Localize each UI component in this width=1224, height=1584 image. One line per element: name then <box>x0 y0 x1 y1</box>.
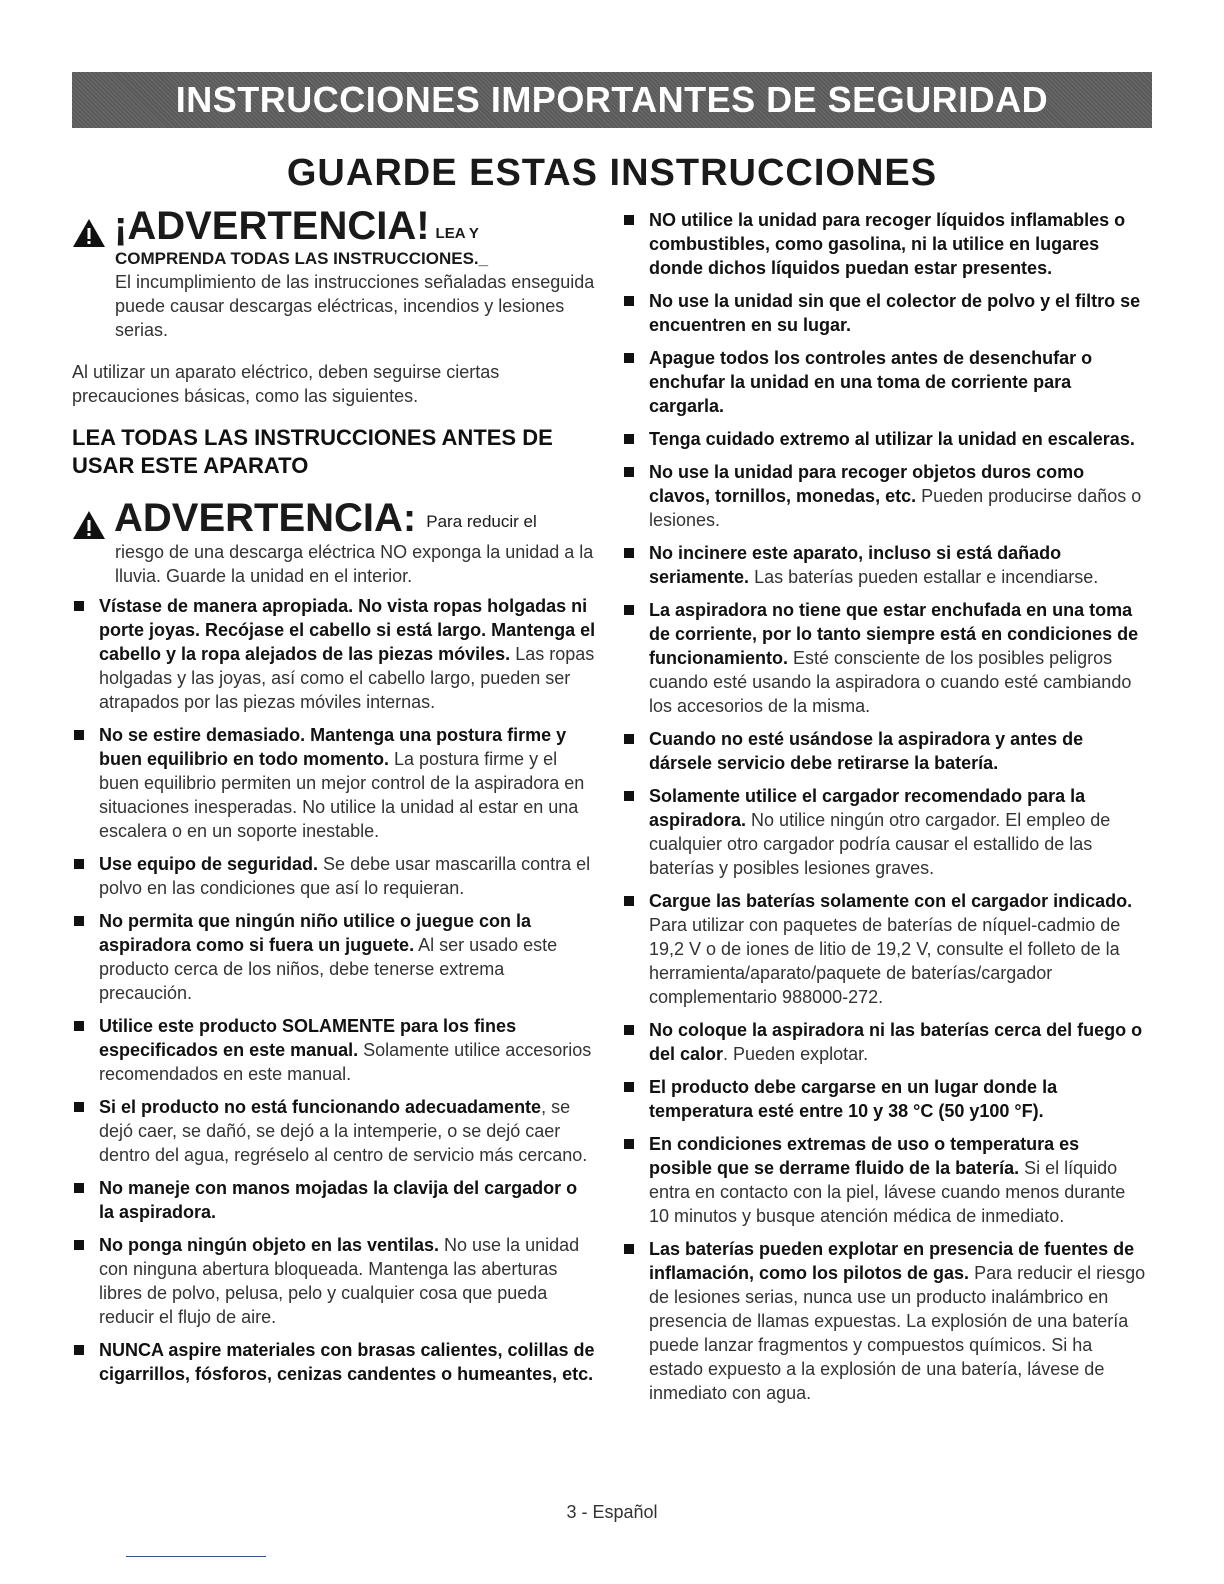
list-item-bold: NO utilice la unidad para recoger líquidos inflamables o combustibles, como gasolina, ni la utilice en lugares donde dichos líquidos puedan estar presentes. <box>649 210 1126 278</box>
list-item-bold: Use equipo de seguridad. <box>99 854 319 874</box>
list-item <box>622 1237 1146 1405</box>
list-item-text: Solamente utilice accesorios recomendados en este manual. <box>99 1040 592 1084</box>
list-item-bold: No se estire demasiado. Mantenga una postura firme y buen equilibrio en todo momento. <box>99 725 567 769</box>
warning-2-title: ADVERTENCIA: <box>114 496 417 540</box>
list-item-bold: NUNCA aspire materiales con brasas calientes, colillas de cigarrillos, fósforos, cenizas candentes o humeantes, etc. <box>99 1340 595 1384</box>
warning-2-text: riesgo de una descarga eléctrica NO exponga la unidad a la lluvia. Guarde la unidad en el interior. <box>115 542 594 586</box>
list-item <box>72 1233 596 1329</box>
list-item-bold: Cargue las baterías solamente con el cargador indicado. <box>649 891 1133 911</box>
list-item-text: Si el líquido entra en contacto con la piel, lávese cuando menos durante 10 minutos y busque atención médica de inmediato. <box>649 1158 1126 1226</box>
list-item-bold: No maneje con manos mojadas la clavija del cargador o la aspiradora. <box>99 1178 578 1222</box>
list-item-bold: No ponga ningún objeto en las ventilas. <box>99 1235 440 1255</box>
list-item-bold: Tenga cuidado extremo al utilizar la unidad en escaleras. <box>649 429 1135 449</box>
list-item <box>622 346 1146 418</box>
right-column <box>622 208 1146 1414</box>
list-item <box>622 289 1146 337</box>
list-item <box>622 889 1146 1009</box>
warning-1-small: LEA Y <box>435 225 479 242</box>
list-item <box>622 208 1146 280</box>
footer-rule <box>126 1556 266 1557</box>
list-item <box>622 727 1146 775</box>
list-item <box>622 598 1146 718</box>
list-item <box>72 594 596 714</box>
list-item <box>72 909 596 1005</box>
left-column <box>72 204 596 1395</box>
list-item-bold: No incinere este aparato, incluso si está dañado seriamente. <box>649 543 1062 587</box>
warning-triangle-icon <box>72 510 106 540</box>
list-item-bold: Vístase de manera apropiada. No vista ropas holgadas ni porte joyas. Recójase el cabello si está largo. Mantenga el cabello y la ropa alejados de las piezas móviles. <box>99 596 596 664</box>
list-item <box>622 460 1146 532</box>
list-item-bold: Apague todos los controles antes de desenchufar o enchufar la unidad en una toma de corriente para cargarla. <box>649 348 1093 416</box>
page-footer: 3 - Español <box>566 1502 658 1522</box>
warning-1-title: ¡ADVERTENCIA! <box>114 204 430 248</box>
warning-triangle-icon <box>72 218 106 248</box>
list-item-bold: El producto debe cargarse en un lugar donde la temperatura esté entre 10 y 38 °C (50 y100 °F). <box>649 1077 1058 1121</box>
list-item-bold: Si el producto no está funcionando adecuadamente <box>99 1097 542 1117</box>
left-bullet-list <box>72 594 596 1386</box>
subtitle: GUARDE ESTAS INSTRUCCIONES <box>286 152 938 194</box>
list-item-bold: Las baterías pueden explotar en presencia de fuentes de inflamación, como los pilotos de gas. <box>649 1239 1135 1283</box>
banner-title: INSTRUCCIONES IMPORTANTES DE SEGURIDAD <box>175 79 1049 120</box>
list-item-bold: En condiciones extremas de uso o temperatura es posible que se derrame fluido de la batería. <box>649 1134 1080 1178</box>
list-item <box>72 723 596 843</box>
list-item-text: Las ropas holgadas y las joyas, así como el cabello largo, pueden ser atrapados por las piezas móviles internas. <box>99 644 595 712</box>
warning-block-1 <box>72 204 596 342</box>
list-item <box>72 1338 596 1386</box>
title-banner <box>72 72 1152 128</box>
list-item-bold: No permita que ningún niño utilice o juegue con la aspiradora como si fuera un juguete. <box>99 911 532 955</box>
list-item-text: No utilice ningún otro cargador. El empleo de cualquier otro cargador podría causar el estallido de las baterías y posibles lesiones graves. <box>649 810 1111 878</box>
list-item <box>622 1075 1146 1123</box>
list-item-text: La postura firme y el buen equilibrio permiten un mejor control de la aspiradora en situaciones inesperadas. No utilice la unidad al estar en una escalera o en un soporte inestable. <box>99 749 585 841</box>
list-item <box>622 427 1146 451</box>
warning-2-small: Para reducir el <box>426 512 537 531</box>
list-item <box>622 1018 1146 1066</box>
list-item-text: . Pueden explotar. <box>723 1044 869 1064</box>
warning-1-caps: COMPRENDA TODAS LAS INSTRUCCIONES._ <box>115 249 489 268</box>
list-item-bold: La aspiradora no tiene que estar enchufada en una toma de corriente, por lo tanto siempre está en condiciones de funcionamiento. <box>649 600 1139 668</box>
list-item-bold: Solamente utilice el cargador recomendado para la aspiradora. <box>649 786 1086 830</box>
list-item-text: Las baterías pueden estallar e incendiarse. <box>749 567 1099 587</box>
list-item-bold: No use la unidad sin que el colector de polvo y el filtro se encuentren en su lugar. <box>649 291 1141 335</box>
list-item-text: Para reducir el riesgo de lesiones serias, nunca use un producto inalámbrico en presencia de llamas expuestas. La explosión de una batería puede lanzar fragmentos y compuestos químicos. Si ha estado expuesto a la explosión de una batería, lávese de inmediato con agua. <box>649 1263 1146 1403</box>
list-item-text: Pueden producirse daños o lesiones. <box>649 486 1142 530</box>
list-item-text: No use la unidad con ninguna abertura bloqueada. Mantenga las aberturas libres de polvo, pelusa, pelo y cualquier cosa que pueda reducir el flujo de aire. <box>99 1235 580 1327</box>
list-item <box>72 1014 596 1086</box>
intro-text: Al utilizar un aparato eléctrico, deben seguirse ciertas precauciones básicas, como las siguientes. <box>72 362 500 406</box>
list-item-bold: No use la unidad para recoger objetos duros como clavos, tornillos, monedas, etc. <box>649 462 1085 506</box>
list-item <box>72 852 596 900</box>
list-item-text: Se debe usar mascarilla contra el polvo en las condiciones que así lo requieran. <box>99 854 591 898</box>
list-item-bold: Cuando no esté usándose la aspiradora y antes de dársele servicio debe retirarse la batería. <box>649 729 1084 773</box>
section-heading: LEA TODAS LAS INSTRUCCIONES ANTES DE USAR ESTE APARATO <box>72 425 553 478</box>
list-item-text: Al ser usado este producto cerca de los niños, debe tenerse extrema precaución. <box>99 935 558 1003</box>
list-item <box>622 784 1146 880</box>
list-item <box>72 1176 596 1224</box>
warning-1-text: El incumplimiento de las instrucciones señaladas enseguida puede causar descargas eléctricas, incendios y lesiones serias. <box>115 272 595 340</box>
list-item <box>622 1132 1146 1228</box>
list-item-text: Para utilizar con paquetes de baterías de níquel-cadmio de 19,2 V o de iones de litio de 19,2 V, consulte el folleto de la herramienta/aparato/paquete de baterías/cargador complementario 988000-272. <box>649 915 1121 1007</box>
list-item-text: , se dejó caer, se dañó, se dejó a la intemperie, o se dejó caer dentro del agua, regréselo al centro de servicio más cercano. <box>99 1097 588 1165</box>
right-bullet-list <box>622 208 1146 1405</box>
list-item <box>72 1095 596 1167</box>
list-item-text: Esté consciente de los posibles peligros cuando esté usando la aspiradora o cuando esté cambiando los accesorios de la misma. <box>649 648 1132 716</box>
list-item-bold: Utilice este producto SOLAMENTE para los fines especificados en este manual. <box>99 1016 517 1060</box>
warning-block-2 <box>72 496 596 588</box>
list-item-bold: No coloque la aspiradora ni las baterías cerca del fuego o del calor <box>649 1020 1143 1064</box>
list-item <box>622 541 1146 589</box>
